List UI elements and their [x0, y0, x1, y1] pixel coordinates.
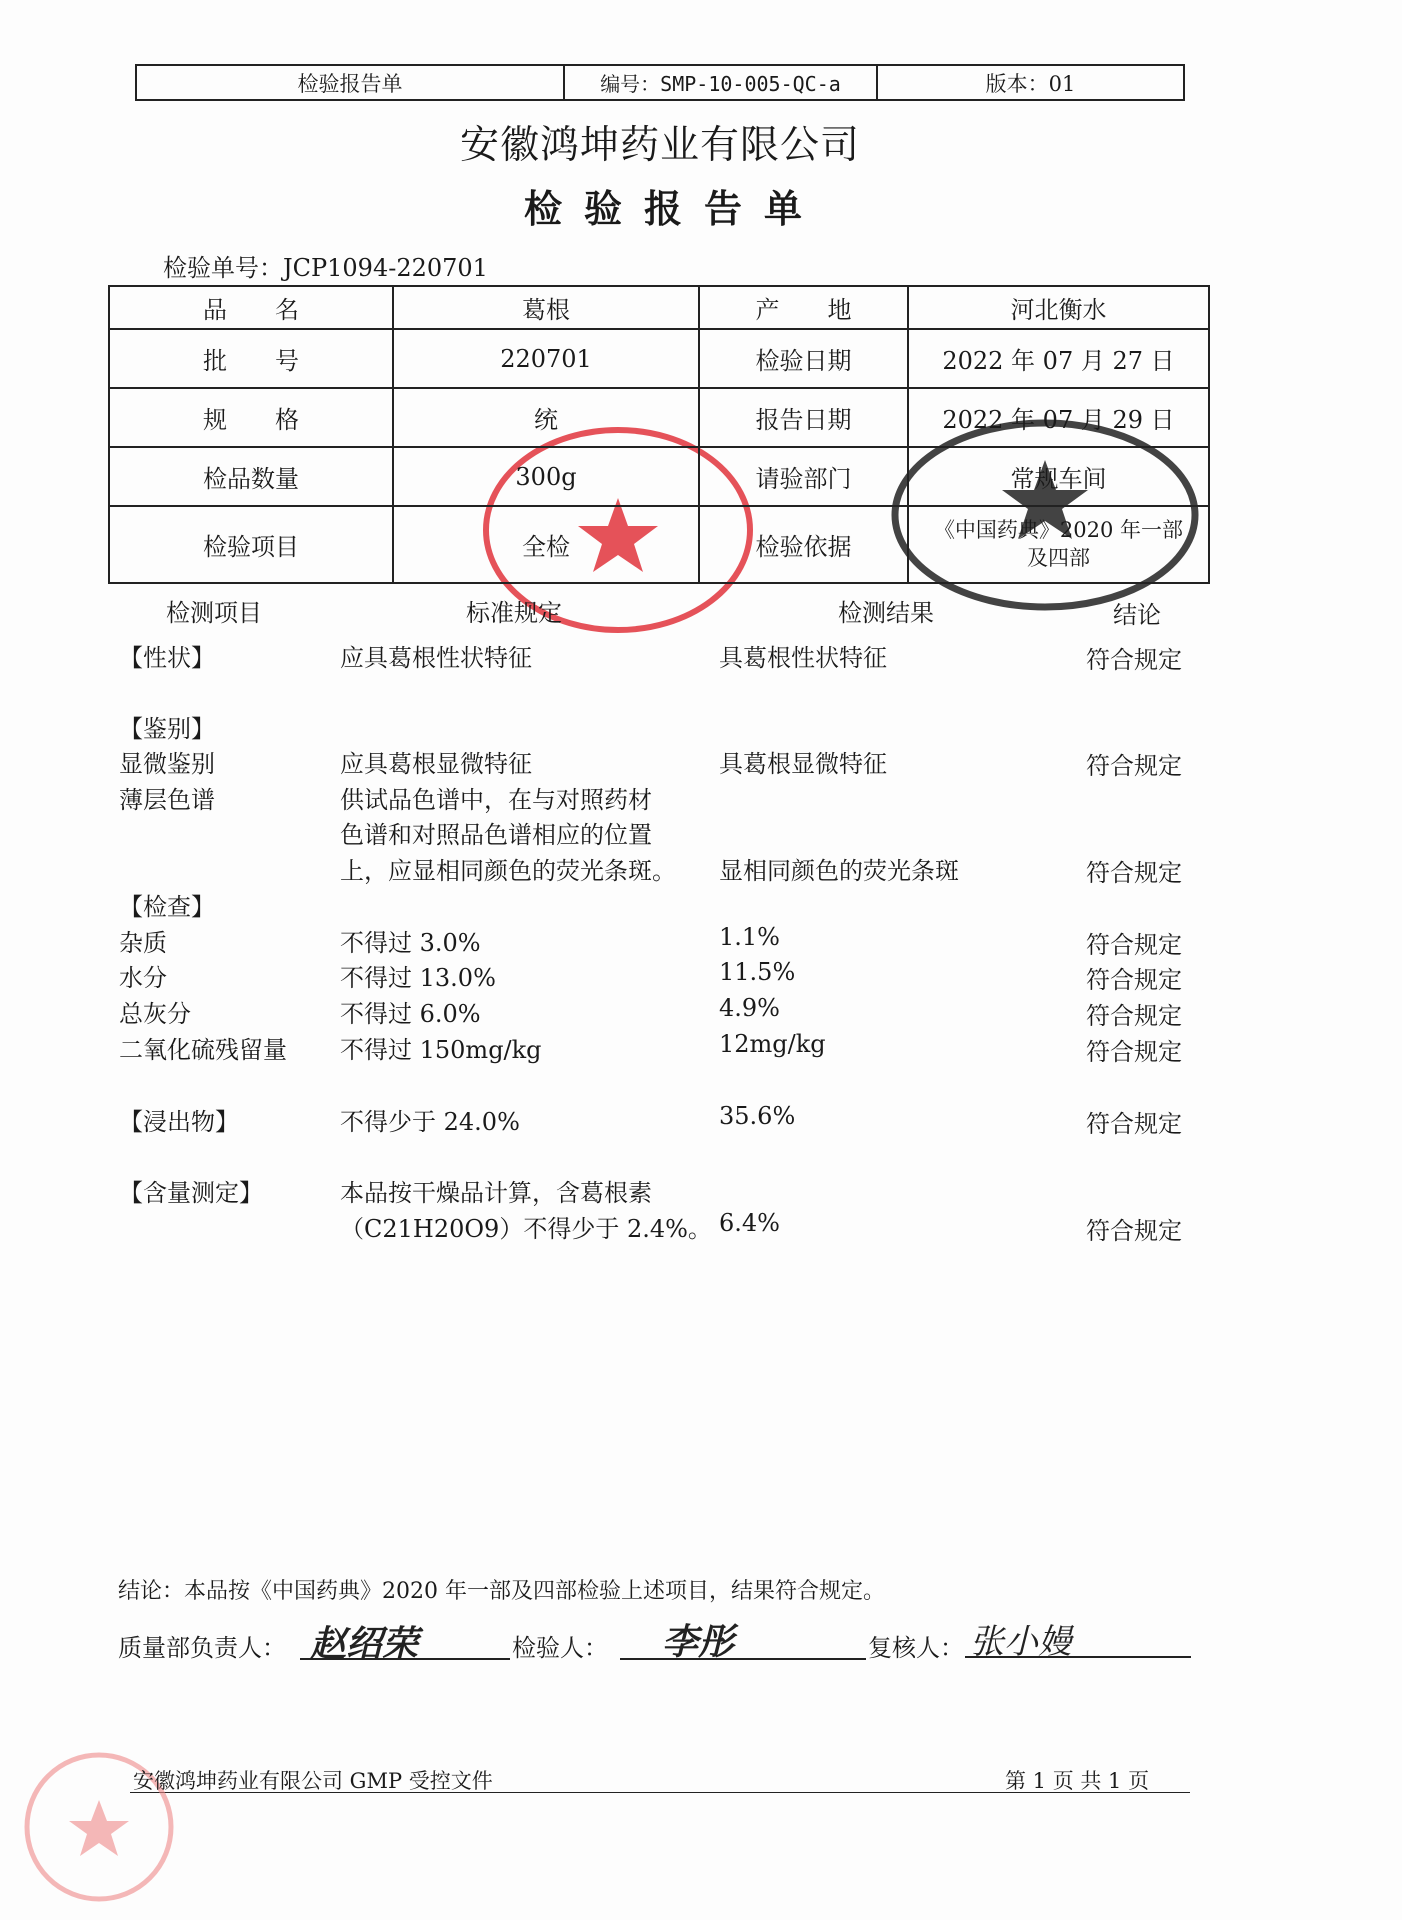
reviewer-signature: 张小嫚: [970, 1622, 1072, 1662]
row-standard: 不得过 150mg/kg: [340, 1036, 542, 1064]
row-conclusion: 符合规定: [1086, 966, 1182, 994]
row-result: 35.6%: [719, 1102, 796, 1130]
info-label: 检验依据: [699, 506, 908, 583]
row-item: 薄层色谱: [119, 786, 215, 814]
col-header-result: 检测结果: [838, 599, 934, 627]
row-result: 具葛根显微特征: [719, 750, 887, 778]
row-conclusion: 符合规定: [1086, 1217, 1182, 1245]
signature-line: [620, 1658, 866, 1660]
info-value: 2022 年 07 月 27 日: [908, 329, 1209, 388]
doc-code: 编号：SMP-10-005-QC-a: [565, 66, 878, 99]
row-conclusion: 符合规定: [1086, 1110, 1182, 1138]
row-standard-line3: 上，应显相同颜色的荧光条斑。: [340, 857, 676, 885]
document-header-bar: [135, 64, 1185, 101]
row-item: 【性状】: [119, 644, 215, 672]
info-value: 常规车间: [908, 447, 1209, 506]
col-header-item: 检测项目: [166, 599, 262, 627]
info-value: 300g: [393, 447, 699, 506]
row-conclusion: 符合规定: [1086, 646, 1182, 674]
info-label: 检验项目: [109, 506, 393, 583]
info-value: 全检: [393, 506, 699, 583]
row-conclusion: 符合规定: [1086, 1038, 1182, 1066]
row-standard: 不得少于 24.0%: [340, 1108, 520, 1136]
info-value: 2022 年 07 月 29 日: [908, 388, 1209, 447]
doc-type: 检验报告单: [137, 66, 565, 99]
info-row: [109, 329, 1209, 388]
row-result: 具葛根性状特征: [719, 644, 887, 672]
info-label: 品 名: [109, 286, 393, 329]
row-result: 11.5%: [719, 958, 796, 986]
row-standard: 供试品色谱中，在与对照药材: [340, 786, 652, 814]
reviewer-label: 复核人：: [868, 1634, 964, 1662]
col-header-standard: 标准规定: [466, 599, 562, 627]
info-label: 报告日期: [699, 388, 908, 447]
row-result: 显相同颜色的荧光条斑: [719, 857, 959, 885]
row-conclusion: 符合规定: [1086, 752, 1182, 780]
info-label: 批 号: [109, 329, 393, 388]
row-standard: 不得过 13.0%: [340, 964, 496, 992]
footer-left: 安徽鸿坤药业有限公司 GMP 受控文件: [133, 1769, 493, 1793]
info-label: 请验部门: [699, 447, 908, 506]
row-result: 4.9%: [719, 994, 780, 1022]
section-heading: 【检查】: [119, 893, 215, 921]
company-name: 安徽鸿坤药业有限公司: [459, 123, 860, 168]
inspector-label: 检验人：: [512, 1634, 608, 1662]
row-conclusion: 符合规定: [1086, 931, 1182, 959]
row-result: 6.4%: [719, 1209, 780, 1237]
col-header-conclusion: 结论: [1113, 601, 1161, 629]
info-table: [108, 285, 1210, 584]
info-row: [109, 388, 1209, 447]
info-row: [109, 506, 1209, 583]
row-standard: 不得过 6.0%: [340, 1000, 481, 1028]
row-result: 12mg/kg: [719, 1030, 826, 1058]
report-number: 检验单号：JCP1094-220701: [163, 254, 488, 282]
row-standard: 不得过 3.0%: [340, 929, 481, 957]
row-standard: 应具葛根显微特征: [340, 750, 532, 778]
qa-head-label: 质量部负责人：: [118, 1634, 286, 1662]
row-item: 【浸出物】: [119, 1108, 239, 1136]
row-conclusion: 符合规定: [1086, 1002, 1182, 1030]
info-label: 产 地: [699, 286, 908, 329]
footer-page: 第 1 页 共 1 页: [1005, 1769, 1150, 1793]
section-heading: 【鉴别】: [119, 715, 215, 743]
row-item: 二氧化硫残留量: [119, 1036, 287, 1064]
info-value: 河北衡水: [908, 286, 1209, 329]
info-label: 检验日期: [699, 329, 908, 388]
info-label: 检品数量: [109, 447, 393, 506]
row-standard: 应具葛根性状特征: [340, 644, 532, 672]
info-value: 统: [393, 388, 699, 447]
info-value: 《中国药典》2020 年一部及四部: [908, 506, 1209, 583]
row-item: 总灰分: [119, 1000, 191, 1028]
row-result: 1.1%: [719, 923, 780, 951]
report-title: 检验报告单: [523, 186, 824, 231]
info-label: 规 格: [109, 388, 393, 447]
row-item: 杂质: [119, 929, 167, 957]
info-row: [109, 286, 1209, 329]
inspector-signature: 李彤: [662, 1621, 735, 1663]
row-conclusion: 符合规定: [1086, 859, 1182, 887]
row-standard: 本品按干燥品计算，含葛根素: [340, 1179, 652, 1207]
info-value: 葛根: [393, 286, 699, 329]
info-row: [109, 447, 1209, 506]
qa-head-signature: 赵绍荣: [310, 1623, 419, 1665]
row-item: 水分: [119, 964, 167, 992]
row-standard-line2: 色谱和对照品色谱相应的位置: [340, 821, 652, 849]
info-value: 220701: [393, 329, 699, 388]
row-standard-line2: （C21H20O9）不得少于 2.4%。: [340, 1215, 712, 1243]
row-item: 显微鉴别: [119, 750, 215, 778]
conclusion-text: 结论：本品按《中国药典》2020 年一部及四部检验上述项目，结果符合规定。: [118, 1579, 885, 1604]
doc-version: 版本：01: [985, 71, 1076, 96]
row-item: 【含量测定】: [119, 1179, 263, 1207]
